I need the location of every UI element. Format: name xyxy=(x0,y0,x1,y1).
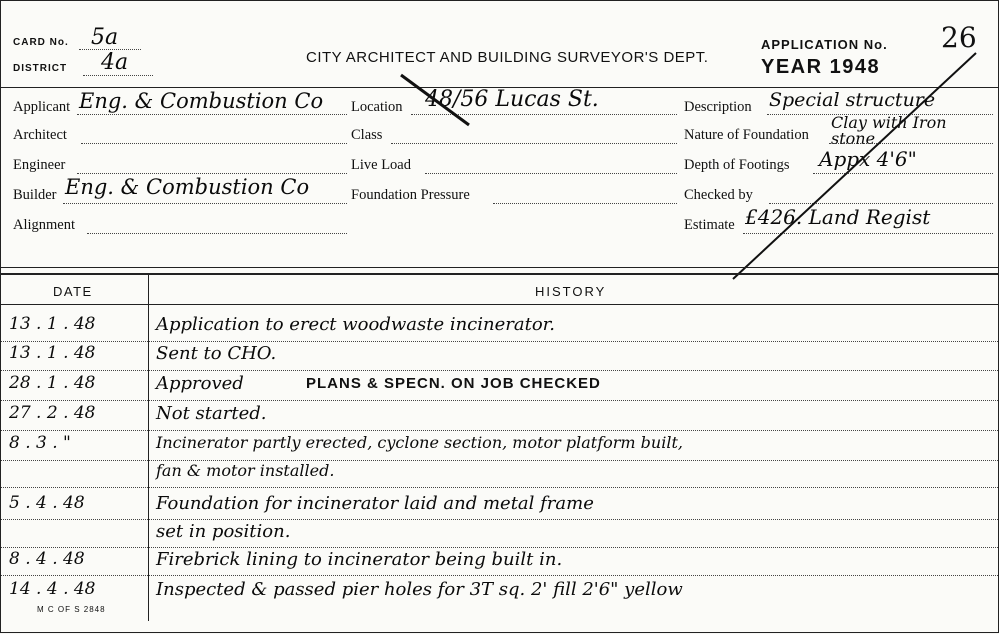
application-no-value: 26 xyxy=(941,21,977,54)
checked-by-label: Checked by xyxy=(684,187,753,203)
location-strike-stroke xyxy=(401,75,469,125)
section-rule-1 xyxy=(1,267,999,268)
history-date: 8 . 4 . 48 xyxy=(9,549,85,569)
history-row xyxy=(1,373,999,399)
history-text: Firebrick lining to incinerator being built in. xyxy=(156,549,563,570)
history-text: fan & motor installed. xyxy=(156,461,335,480)
history-text: Inspected & passed pier holes for 3T sq. 2' fill 2'6" yellow xyxy=(156,579,683,600)
history-line xyxy=(1,487,999,488)
cross-out-stroke xyxy=(733,53,976,279)
history-date: 8 . 3 . " xyxy=(9,433,71,453)
history-row xyxy=(1,403,999,429)
form-code: M C OF S 2848 xyxy=(37,605,106,614)
history-text: Not started. xyxy=(156,403,267,424)
history-row xyxy=(1,579,999,605)
history-date: 13 . 1 . 48 xyxy=(9,343,96,363)
history-date: 13 . 1 . 48 xyxy=(9,314,96,334)
history-date: 5 . 4 . 48 xyxy=(9,493,85,513)
applicant-value: Eng. & Combustion Co xyxy=(79,89,324,113)
history-date: 28 . 1 . 48 xyxy=(9,373,96,393)
nature-foundation-label: Nature of Foundation xyxy=(684,127,809,143)
history-date: 14 . 4 . 48 xyxy=(9,579,96,599)
live-load-label: Live Load xyxy=(351,157,411,173)
history-line xyxy=(1,547,999,548)
history-row xyxy=(1,343,999,369)
nature-foundation-value: Clay with Iron stone xyxy=(831,113,947,148)
foundation-pressure-label: Foundation Pressure xyxy=(351,187,470,203)
description-value: Special structure xyxy=(769,89,936,111)
engineer-label: Engineer xyxy=(13,157,66,173)
description-label: Description xyxy=(684,99,752,115)
builder-label: Builder xyxy=(13,187,57,203)
alignment-label: Alignment xyxy=(13,217,76,233)
depth-footings-value: Appx 4'6" xyxy=(819,147,917,171)
depth-footings-label: Depth of Footings xyxy=(684,157,790,173)
district-value: 4a xyxy=(101,50,129,75)
history-line xyxy=(1,370,999,371)
history-header-rule xyxy=(1,304,999,305)
history-line xyxy=(1,341,999,342)
history-row xyxy=(1,433,999,459)
class-label: Class xyxy=(351,127,383,143)
card-no-value: 5a xyxy=(91,25,119,50)
location-value: 48/56 Lucas St. xyxy=(425,87,599,112)
section-rule-2 xyxy=(1,273,999,275)
history-text: Approved xyxy=(156,373,244,394)
history-row xyxy=(1,493,999,519)
history-line xyxy=(1,519,999,520)
history-line xyxy=(1,575,999,576)
application-no-label: APPLICATION No. xyxy=(761,37,888,52)
history-text: Incinerator partly erected, cyclone section, motor platform built, xyxy=(156,433,683,452)
estimate-value: £426. Land Regist xyxy=(745,205,931,229)
date-header: DATE xyxy=(53,284,93,299)
history-row xyxy=(1,549,999,575)
history-row xyxy=(1,314,999,340)
history-line xyxy=(1,400,999,401)
inspection-stamp: PLANS & SPECN. ON JOB CHECKED xyxy=(306,375,601,392)
history-text: Sent to CHO. xyxy=(156,343,277,364)
history-text: Foundation for incinerator laid and metal frame xyxy=(156,493,594,514)
district-label: DISTRICT xyxy=(13,63,68,74)
history-row xyxy=(1,461,999,487)
architect-label: Architect xyxy=(13,127,67,143)
history-text: Application to erect woodwaste incinerator. xyxy=(156,314,556,335)
card-no-label: CARD No. xyxy=(13,37,69,48)
history-line xyxy=(1,430,999,431)
history-row xyxy=(1,521,999,547)
history-text: set in position. xyxy=(156,521,291,542)
history-header: HISTORY xyxy=(535,284,607,299)
location-label: Location xyxy=(351,99,403,115)
history-date: 27 . 2 . 48 xyxy=(9,403,96,423)
year-label: YEAR 1948 xyxy=(761,56,881,78)
builder-value: Eng. & Combustion Co xyxy=(65,175,310,199)
dept-title: CITY ARCHITECT AND BUILDING SURVEYOR'S DEPT. xyxy=(306,49,709,66)
applicant-label: Applicant xyxy=(13,99,71,115)
estimate-label: Estimate xyxy=(684,217,735,233)
